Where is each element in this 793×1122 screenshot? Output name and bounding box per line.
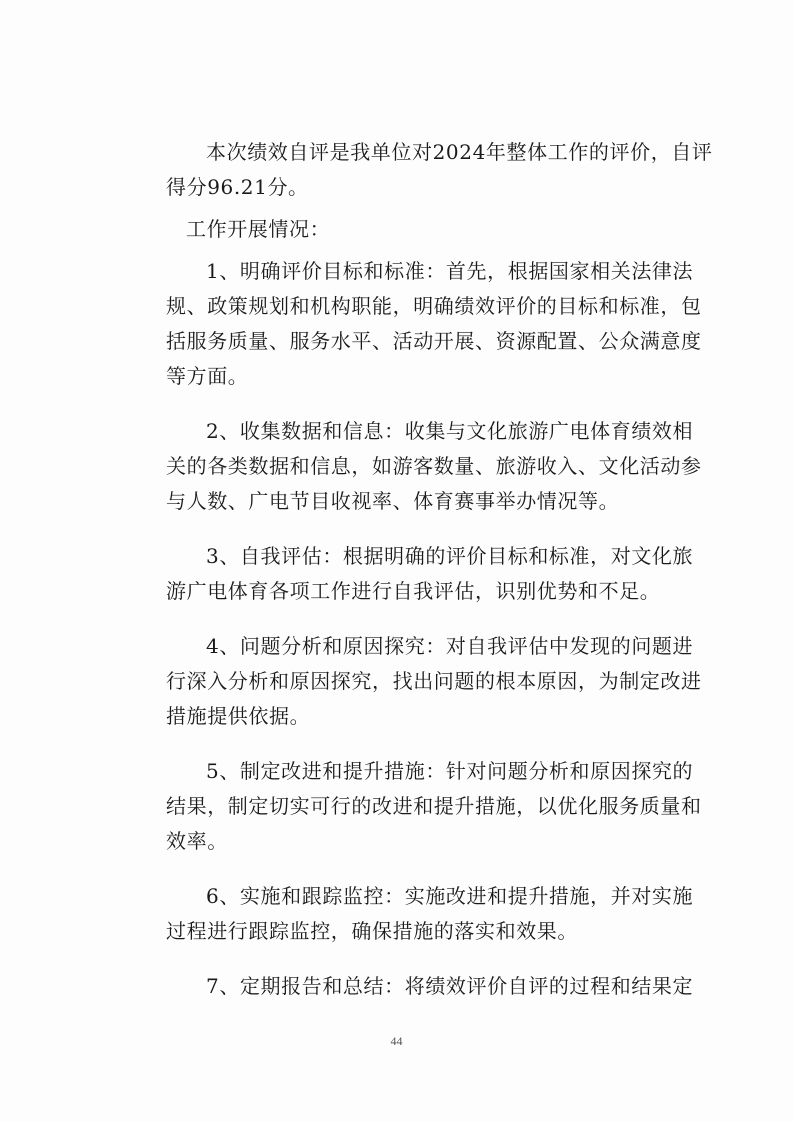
- paragraph-line: 等方面。: [166, 364, 249, 388]
- paragraph-intro: [166, 135, 713, 205]
- paragraph-item-2: [166, 414, 702, 519]
- paragraph-line: 括服务质量、服务水平、活动开展、资源配置、公众满意度: [166, 329, 702, 353]
- paragraph-line: 6、实施和跟踪监控：实施改进和提升措施，并对实施: [206, 884, 694, 908]
- paragraph-line: 1、明确评价目标和标准：首先，根据国家相关法律法: [206, 259, 694, 283]
- paragraph-item-7: [166, 969, 694, 1004]
- paragraph-line: 3、自我评估：根据明确的评价目标和标准，对文化旅: [206, 544, 694, 568]
- page-number: 44: [390, 1034, 403, 1048]
- paragraph-item-4: [166, 629, 702, 734]
- paragraph-heading: [166, 212, 634, 247]
- paragraph-item-5: [166, 754, 702, 859]
- paragraph-line: 得分96.21分。: [166, 175, 309, 199]
- paragraph-line: 措施提供依据。: [166, 704, 311, 728]
- paragraph-line: 4、问题分析和原因探究：对自我评估中发现的问题进: [206, 634, 694, 658]
- paragraph-line: 7、定期报告和总结：将绩效评价自评的过程和结果定: [206, 974, 694, 998]
- paragraph-line: 结果，制定切实可行的改进和提升措施，以优化服务质量和: [166, 794, 702, 818]
- paragraph-line: 效率。: [166, 829, 228, 853]
- paragraph-item-1: [166, 254, 702, 394]
- paragraph-line: 规、政策规划和机构职能，明确绩效评价的目标和标准，包: [166, 294, 702, 318]
- paragraph-line: 本次绩效自评是我单位对2024年整体工作的评价，自评: [206, 140, 713, 164]
- section-heading: 工作开展情况：: [186, 217, 331, 241]
- paragraph-line: 5、制定改进和提升措施：针对问题分析和原因探究的: [206, 759, 694, 783]
- paragraph-line: 关的各类数据和信息，如游客数量、旅游收入、文化活动参: [166, 454, 702, 478]
- paragraph-line: 游广电体育各项工作进行自我评估，识别优势和不足。: [166, 579, 661, 603]
- document-body: [166, 135, 713, 1004]
- paragraph-item-6: [166, 879, 694, 949]
- paragraph-line: 与人数、广电节目收视率、体育赛事举办情况等。: [166, 489, 620, 513]
- paragraph-line: 行深入分析和原因探究，找出问题的根本原因，为制定改进: [166, 669, 702, 693]
- paragraph-line: 2、收集数据和信息：收集与文化旅游广电体育绩效相: [206, 419, 694, 443]
- paragraph-item-3: [166, 539, 694, 609]
- paragraph-line: 过程进行跟踪监控，确保措施的落实和效果。: [166, 919, 578, 943]
